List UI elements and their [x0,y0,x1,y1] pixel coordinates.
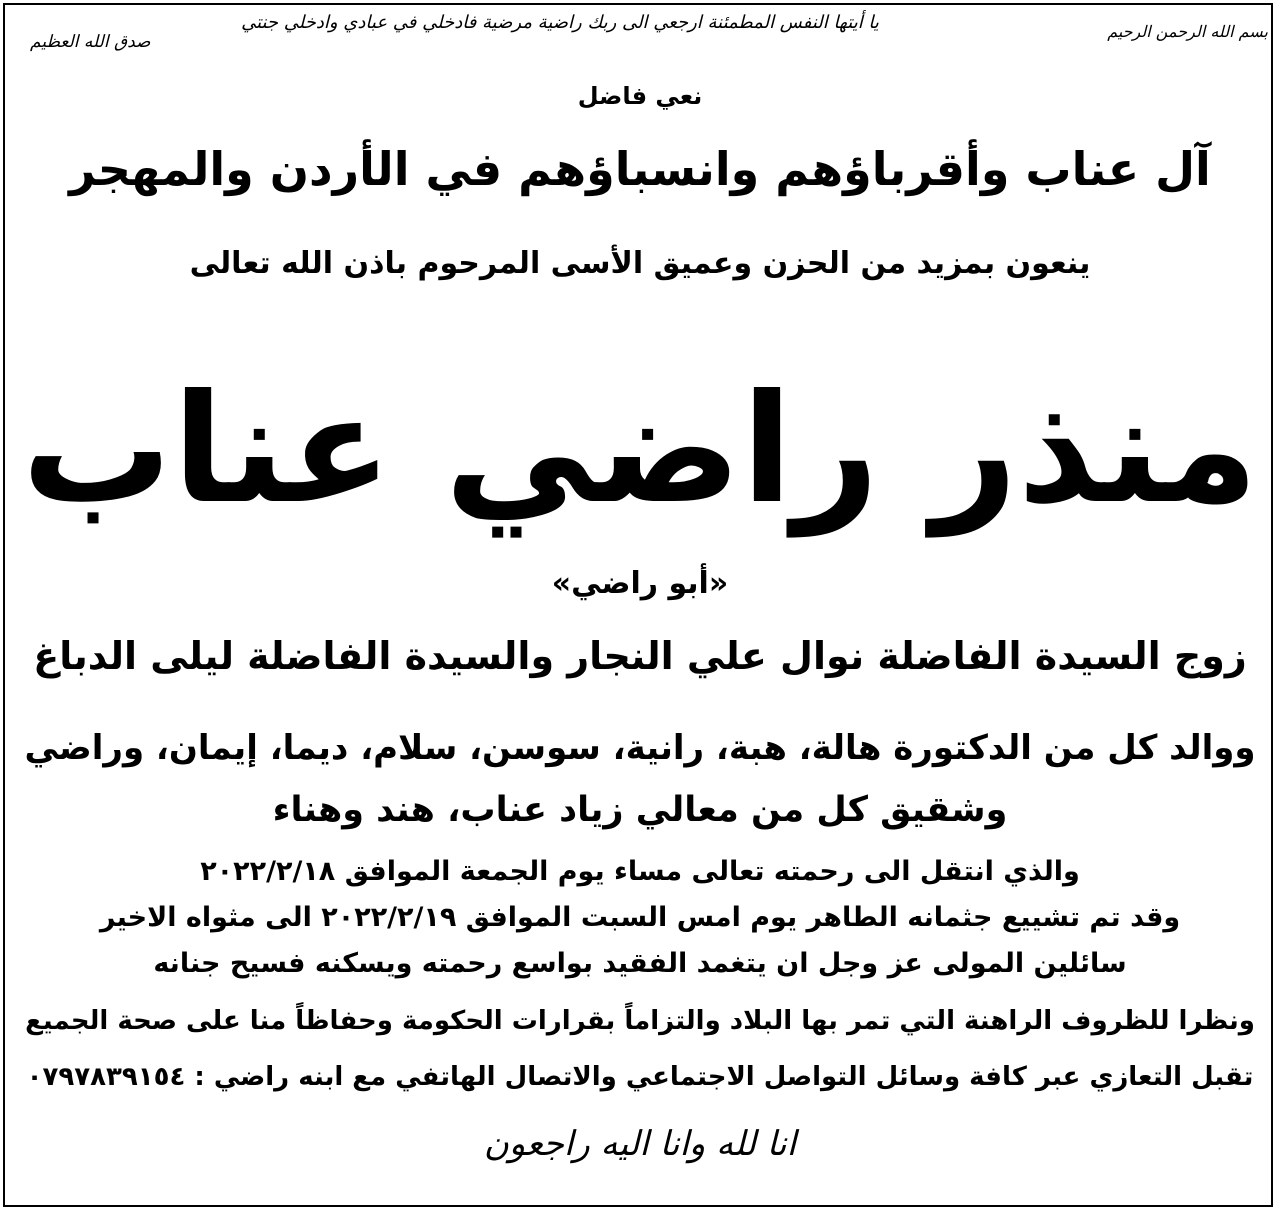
basmala: بسم الله الرحمن الرحيم [1107,22,1268,41]
deceased-kunya: «أبو راضي» [551,566,729,601]
deceased-name: منذر راضي عناب [21,363,1259,537]
family-heading: آل عناب وأقرباؤهم وانسباؤهم في الأردن والمهجر [69,142,1211,196]
funeral-line: وقد تم تشييع جثمانه الطاهر يوم امس السبت الموافق ٢٠٢٢/٢/١٩ الى مثواه الاخير [99,902,1181,933]
wives-line: زوج السيدة الفاضلة نوال علي النجار والسيدة الفاضلة ليلى الدباغ [33,634,1247,678]
circumstances-line: ونظرا للظروف الراهنة التي تمر بها البلاد والتزاماً بقرارات الحكومة وحفاظاً منا على صحة الجميع [25,1006,1255,1036]
mourning-line: ينعون بمزيد من الحزن وعميق الأسى المرحوم باذن الله تعالى [189,246,1091,281]
prayer-line: سائلين المولى عز وجل ان يتغمد الفقيد بواسع رحمته ويسكنه فسيح جنانه [153,948,1127,979]
condolences-line: تقبل التعازي عبر كافة وسائل التواصل الاجتماعي والاتصال الهاتفي مع ابنه راضي : ٠٧٩٧٨٣٩١٥٤ [26,1062,1254,1092]
siblings-line: وشقيق كل من معالي زياد عناب، هند وهناء [272,790,1008,830]
sadaqa-closing: صدق الله العظيم [30,32,151,52]
death-date-line: والذي انتقل الى رحمته تعالى مساء يوم الجمعة الموافق ٢٠٢٢/٢/١٨ [200,856,1080,887]
children-line: ووالد كل من الدكتورة هالة، هبة، رانية، سوسن، سلام، ديما، إيمان، وراضي [24,728,1256,768]
quran-verse: يا أيتها النفس المطمئنة ارجعي الى ربك راضية مرضية فادخلي في عبادي وادخلي جنتي [241,12,879,33]
closing-calligraphy: انا لله وانا اليه راجعون [483,1124,797,1164]
announcement-title: نعي فاضل [577,82,703,110]
